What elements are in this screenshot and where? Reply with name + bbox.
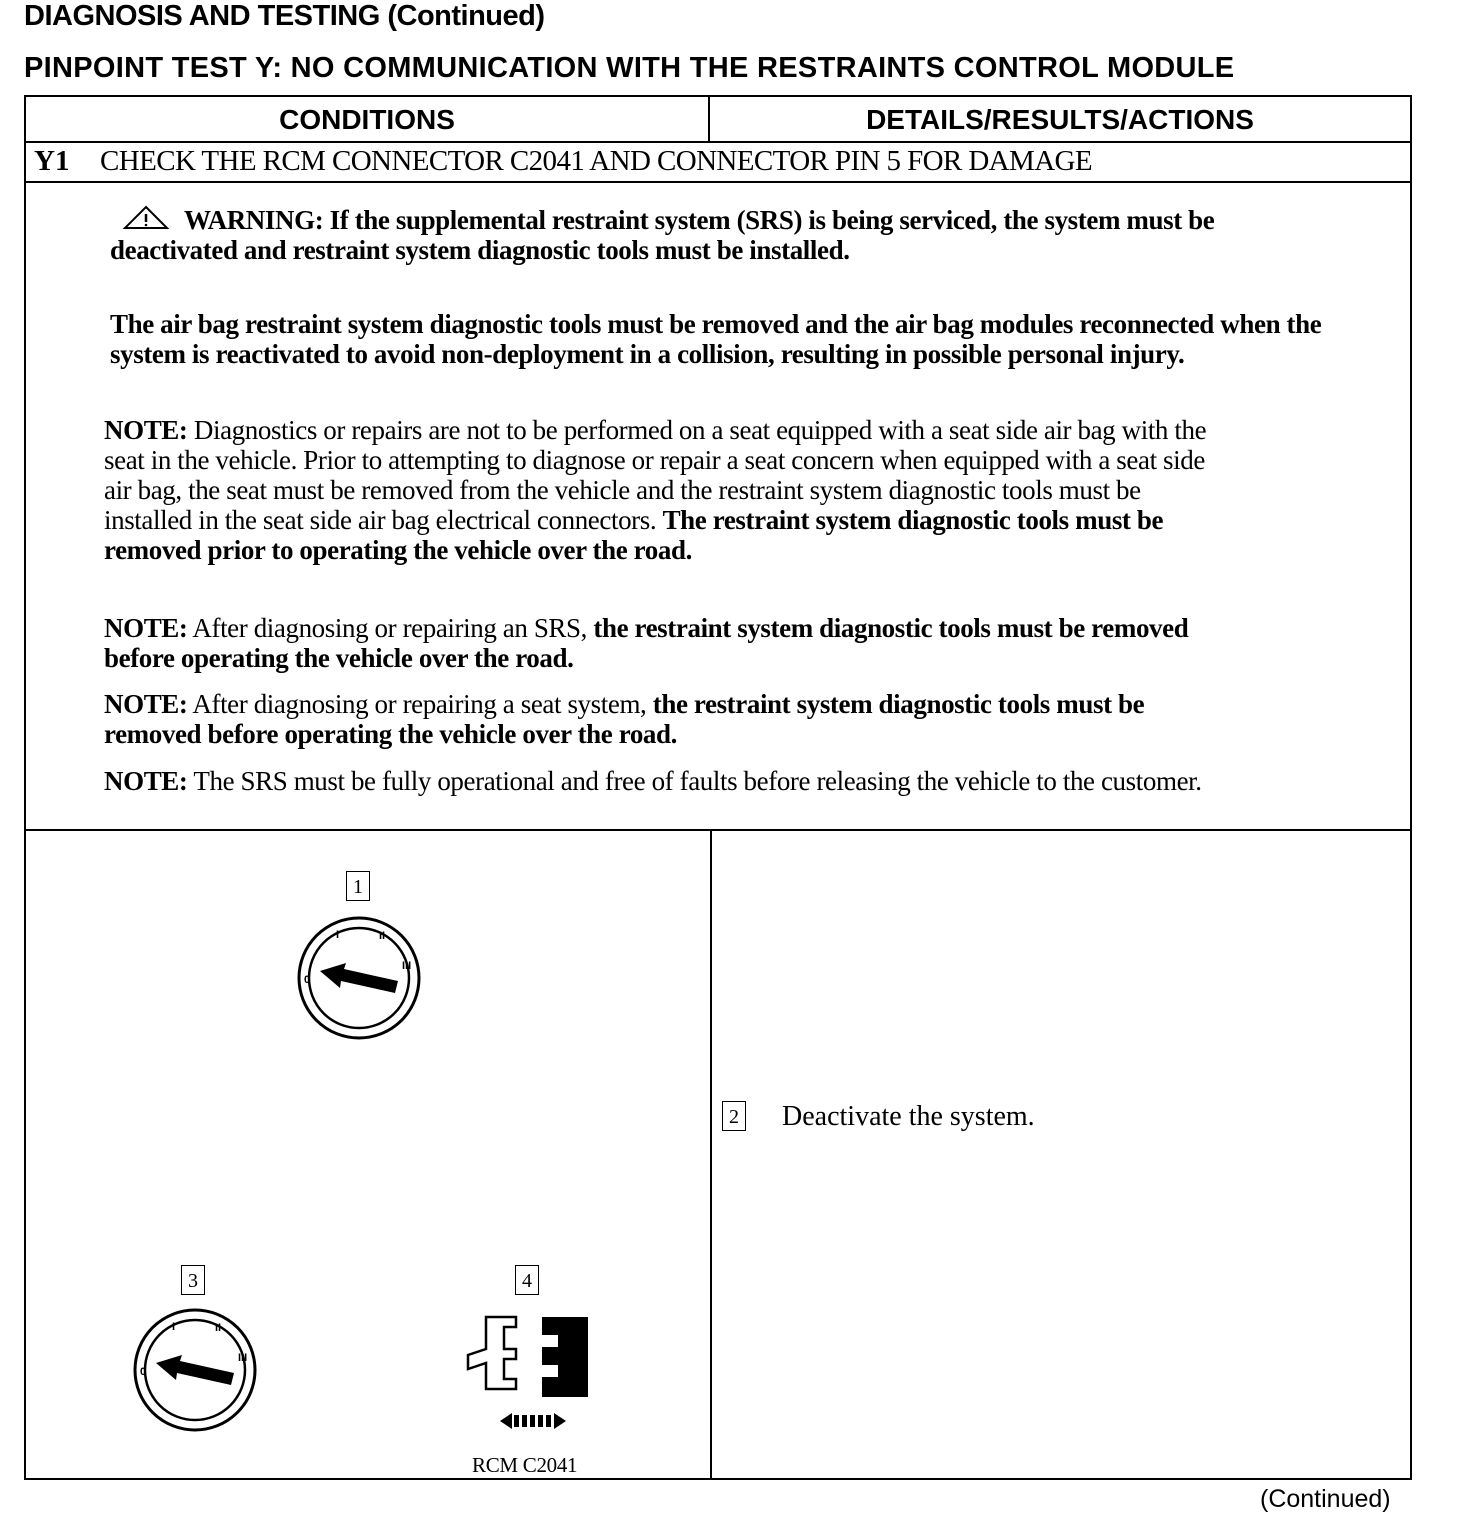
warning-text: WARNING: If the supplemental restraint system (SRS) is being serviced, the system must be deactivated and restraint system diagnostic tools must be installed. <box>110 205 1215 265</box>
pinpoint-test-table <box>24 95 1412 1480</box>
airbag-warning-paragraph: The air bag restraint system diagnostic tools must be removed and the air bag modules reconnected when the system is reactivated to avoid non-deployment in a collision, resulting in possible personal injury. <box>110 309 1322 369</box>
step-id: Y1 <box>34 145 70 177</box>
note-text: After diagnosing or repairing an SRS, <box>187 613 594 643</box>
ignition-mark-ii: II <box>215 1322 222 1334</box>
column-divider <box>710 831 712 1478</box>
note-text: Diagnostics or repairs are not to be performed on a seat equipped with a seat side air bag with the seat in the vehicle. Prior to attempting to diagnose or repair a seat concern when equipped with a seat side air bag, the seat must be removed from the vehicle and the restraint system diagnostic tools must be installed in the seat side air bag electrical connectors. <box>104 415 1207 535</box>
table-header-row <box>26 97 1410 143</box>
continued-label: (Continued) <box>1260 1485 1391 1513</box>
callout-2: 2 <box>722 1101 746 1131</box>
callout-3: 3 <box>181 1265 205 1295</box>
ignition-switch-icon <box>294 913 424 1048</box>
note-4 <box>104 766 1224 796</box>
note-2 <box>104 613 1224 673</box>
ignition-switch-icon <box>130 1305 260 1440</box>
warning-notes-area <box>26 183 1410 831</box>
note-text: After diagnosing or repairing a seat system, <box>187 689 653 719</box>
warning-paragraph <box>110 205 1340 265</box>
action-text: Deactivate the system. <box>782 1101 1035 1132</box>
callout-1: 1 <box>346 871 370 901</box>
ignition-mark-i: I <box>336 929 340 941</box>
ignition-mark-i: I <box>172 1321 176 1333</box>
ignition-mark-iii: III <box>402 960 412 972</box>
step-row <box>26 143 1410 183</box>
section-heading: DIAGNOSIS AND TESTING (Continued) <box>24 0 545 32</box>
ignition-mark-iii: III <box>238 1352 248 1364</box>
conditions-column-header: CONDITIONS <box>26 97 710 141</box>
note-bold-text: The restraint system diagnostic tools must be removed prior to operating the vehicle over the road. <box>104 505 1164 565</box>
note-label: NOTE: <box>104 613 188 643</box>
note-label: NOTE: <box>104 766 188 796</box>
connector-label: RCM C2041 <box>472 1453 578 1477</box>
note-label: NOTE: <box>104 415 188 445</box>
ignition-mark-ii: II <box>379 930 386 942</box>
note-text: The SRS must be fully operational and free of faults before releasing the vehicle to the customer. <box>187 766 1202 796</box>
note-label: NOTE: <box>104 689 188 719</box>
ignition-mark-0: 0 <box>304 974 311 986</box>
test-title: PINPOINT TEST Y: NO COMMUNICATION WITH THE RESTRAINTS CONTROL MODULE <box>24 52 1235 84</box>
note-1 <box>104 415 1214 565</box>
note-bold-text: the restraint system diagnostic tools must be removed before operating the vehicle over the road. <box>104 689 1145 749</box>
warning-triangle-icon <box>120 205 172 231</box>
step-title: CHECK THE RCM CONNECTOR C2041 AND CONNECTOR PIN 5 FOR DAMAGE <box>100 145 1092 177</box>
note-bold-text: the restraint system diagnostic tools must be removed before operating the vehicle over the road. <box>104 613 1189 673</box>
ignition-mark-0: 0 <box>140 1366 147 1378</box>
note-3 <box>104 689 1224 749</box>
connector-disconnect-icon <box>462 1307 592 1452</box>
callout-4: 4 <box>515 1265 539 1295</box>
details-column-header: DETAILS/RESULTS/ACTIONS <box>866 104 1254 135</box>
